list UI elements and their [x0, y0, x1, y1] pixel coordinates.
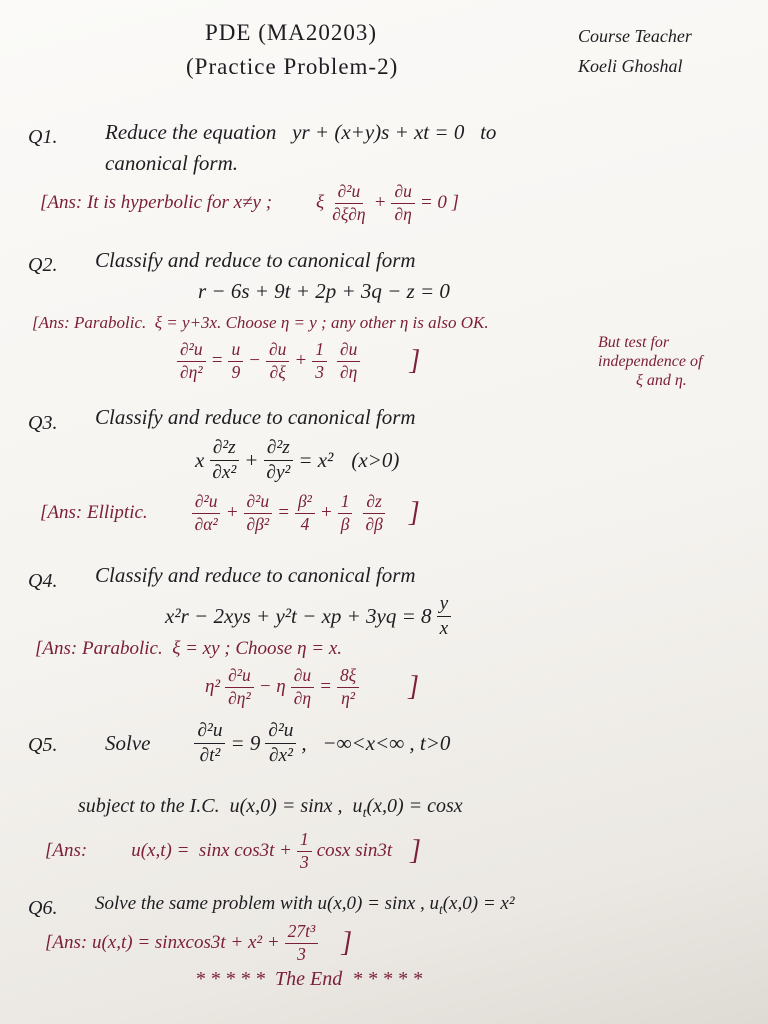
q1-statement-line1: Reduce the equation yr + (x+y)s + xt = 0 to — [105, 120, 497, 144]
fraction-numerator: y — [437, 593, 452, 617]
q3-answer-fraction — [244, 492, 273, 534]
q2-note-line1: But test for — [598, 334, 670, 351]
fraction-numerator: 1 — [312, 340, 327, 362]
fraction-numerator: 27t³ — [285, 922, 319, 944]
q1-label: Q1. — [28, 126, 58, 148]
fraction-denominator: ∂η² — [180, 361, 203, 382]
q5-initial-conditions — [78, 795, 463, 821]
fraction-denominator: ∂ξ — [269, 361, 286, 382]
q4-equation — [165, 593, 456, 639]
q5-answer — [45, 830, 421, 872]
q4-equation-lhs: x²r − 2xys + y²t − xp + 3yq = 8 — [165, 603, 432, 628]
q2-answer-fraction — [337, 340, 360, 382]
q2-note-line2: independence of — [598, 353, 703, 370]
q3-answer-fraction — [192, 492, 221, 534]
fraction-denominator: ∂t² — [199, 744, 221, 766]
fraction-numerator: ∂u — [266, 340, 289, 362]
q3-equation — [195, 437, 399, 483]
q5-equation-fraction — [194, 720, 225, 766]
fraction-denominator: ∂α² — [194, 513, 218, 534]
q3-answer-fraction — [338, 492, 353, 534]
fraction-denominator: η² — [341, 687, 355, 708]
fraction-numerator: ∂²u — [335, 182, 364, 204]
teacher-name: Koeli Ghoshal — [578, 56, 683, 76]
q4-label: Q4. — [28, 570, 58, 592]
q3-label: Q3. — [28, 412, 58, 434]
q3-answer — [40, 492, 420, 534]
operator: = — [319, 676, 332, 698]
q3-answer-fraction — [295, 492, 315, 534]
fraction-numerator: ∂u — [291, 666, 314, 688]
operator: = 9 — [230, 730, 261, 755]
fraction-numerator: ∂²z — [264, 437, 293, 461]
q4-answer-equation — [205, 666, 419, 708]
q2-answer-fraction — [266, 340, 289, 382]
fraction-numerator: 1 — [297, 830, 312, 852]
q5-label: Q5. — [28, 734, 58, 756]
q6-answer — [45, 922, 352, 964]
q6-subscript: t — [439, 901, 443, 917]
closing-bracket: ] — [408, 671, 420, 703]
operator: − η — [258, 676, 286, 698]
fraction-numerator: ∂²z — [210, 437, 239, 461]
closing-bracket: ] — [341, 927, 353, 959]
q4-answer-fraction — [225, 666, 254, 708]
fraction-denominator: 9 — [231, 361, 241, 382]
q4-answer-fraction — [337, 666, 359, 708]
fraction-denominator: ∂x² — [212, 461, 237, 483]
operator: = — [210, 350, 224, 372]
closing-bracket: ] — [410, 835, 422, 867]
q2-answer-fraction — [177, 340, 206, 382]
fraction-denominator: ∂η — [339, 361, 358, 382]
q2-label: Q2. — [28, 254, 58, 276]
q5-statement — [105, 720, 450, 766]
q1-answer-fraction — [329, 182, 368, 224]
fraction-numerator: 8ξ — [337, 666, 359, 688]
fraction-numerator: ∂²u — [265, 720, 296, 744]
fraction-denominator: 3 — [297, 943, 306, 964]
sheet-title: PDE (MA20203) — [205, 20, 378, 45]
q2-statement: Classify and reduce to canonical form — [95, 248, 416, 272]
q1-answer-text: [Ans: It is hyperbolic for x≠y ; — [40, 192, 273, 214]
operator: − — [248, 350, 261, 372]
fraction-denominator: ∂η — [394, 203, 412, 224]
the-end-line: * * * * * The End * * * * * — [195, 968, 423, 990]
q3-equation-condition: (x>0) — [351, 447, 400, 472]
q2-equation: r − 6s + 9t + 2p + 3q − z = 0 — [198, 279, 450, 303]
fraction-denominator: ∂β — [365, 513, 383, 534]
q2-answer-line1: [Ans: Parabolic. ξ = y+3x. Choose η = y ; any other η is also OK. — [32, 313, 489, 332]
fraction-denominator: β — [340, 513, 350, 534]
q3-equation-fraction — [263, 437, 293, 483]
teacher-label: Course Teacher — [578, 26, 692, 46]
q5-equation-fraction — [265, 720, 296, 766]
q5-solve-word: Solve — [105, 730, 151, 755]
q3-equation-x: x — [195, 447, 205, 472]
q4-answer-coefficient: η² — [205, 676, 221, 698]
q1-answer-rhs: = 0 ] — [419, 192, 460, 214]
q4-answer-fraction — [291, 666, 314, 708]
q4-answer-line1: [Ans: Parabolic. ξ = xy ; Choose η = x. — [35, 638, 343, 659]
operator: + — [244, 447, 259, 472]
q4-equation-fraction — [437, 593, 452, 639]
q5-answer-fraction — [297, 830, 312, 872]
fraction-denominator: ∂η² — [228, 687, 251, 708]
fraction-numerator: ∂²u — [194, 720, 225, 744]
q2-answer-equation — [172, 340, 420, 382]
fraction-numerator: u — [228, 340, 243, 362]
fraction-denominator: ∂ξ∂η — [332, 203, 366, 224]
closing-bracket: ] — [409, 345, 421, 377]
q2-answer-fraction — [312, 340, 327, 382]
operator: + — [225, 502, 239, 524]
sheet-subtitle: (Practice Problem-2) — [186, 54, 399, 79]
ic-subscript: t — [362, 805, 367, 821]
q6-statement — [95, 893, 515, 915]
q3-equation-fraction — [209, 437, 239, 483]
q3-answer-text: [Ans: Elliptic. — [40, 502, 148, 524]
q1-statement-line2: canonical form. — [105, 151, 238, 175]
fraction-numerator: ∂²u — [192, 492, 221, 514]
operator: + — [373, 192, 387, 214]
q6-text: (x,0) = x² — [442, 893, 515, 914]
q1-answer — [40, 182, 459, 224]
operator: + — [294, 350, 308, 372]
fraction-denominator: 3 — [299, 851, 309, 872]
fraction-numerator: ∂u — [391, 182, 414, 204]
ic-text: (x,0) = cosx — [366, 795, 463, 817]
ic-text: subject to the I.C. u(x,0) = sinx , u — [78, 795, 363, 817]
q1-answer-fraction — [391, 182, 414, 224]
fraction-numerator: β² — [295, 492, 315, 514]
q3-answer-fraction — [362, 492, 385, 534]
q5-domain: , −∞<x<∞ , t>0 — [301, 730, 451, 755]
fraction-denominator: x — [439, 617, 449, 639]
fraction-denominator: ∂x² — [268, 744, 293, 766]
q2-answer-fraction — [228, 340, 243, 382]
q6-answer-text: [Ans: u(x,t) = sinxcos3t + x² + — [45, 932, 280, 954]
fraction-numerator: ∂u — [337, 340, 360, 362]
q2-note-line3: ξ and η. — [636, 372, 687, 389]
q3-statement: Classify and reduce to canonical form — [95, 405, 416, 429]
fraction-denominator: ∂η — [293, 687, 312, 708]
q6-text: Solve the same problem with u(x,0) = sinx , u — [95, 893, 440, 914]
q5-answer-lhs: u(x,t) = sinx cos3t + — [131, 840, 292, 862]
fraction-numerator: 1 — [338, 492, 353, 514]
operator: = — [277, 502, 290, 524]
closing-bracket: ] — [408, 497, 420, 529]
fraction-numerator: ∂²u — [177, 340, 206, 362]
q3-equation-rhs: = x² — [298, 447, 334, 472]
operator: + — [319, 502, 333, 524]
q6-answer-fraction — [285, 922, 319, 964]
q6-label: Q6. — [28, 897, 58, 919]
fraction-denominator: ∂y² — [266, 461, 291, 483]
fraction-numerator: ∂²u — [244, 492, 273, 514]
fraction-denominator: ∂β² — [246, 513, 270, 534]
fraction-denominator: 3 — [315, 361, 324, 382]
fraction-numerator: ∂z — [363, 492, 384, 514]
q5-answer-prefix: [Ans: — [45, 840, 88, 862]
fraction-numerator: ∂²u — [225, 666, 254, 688]
q1-answer-coefficient: ξ — [316, 192, 325, 214]
q5-answer-tail: cosx sin3t — [316, 840, 393, 862]
q4-statement: Classify and reduce to canonical form — [95, 563, 416, 587]
fraction-denominator: 4 — [300, 513, 310, 534]
